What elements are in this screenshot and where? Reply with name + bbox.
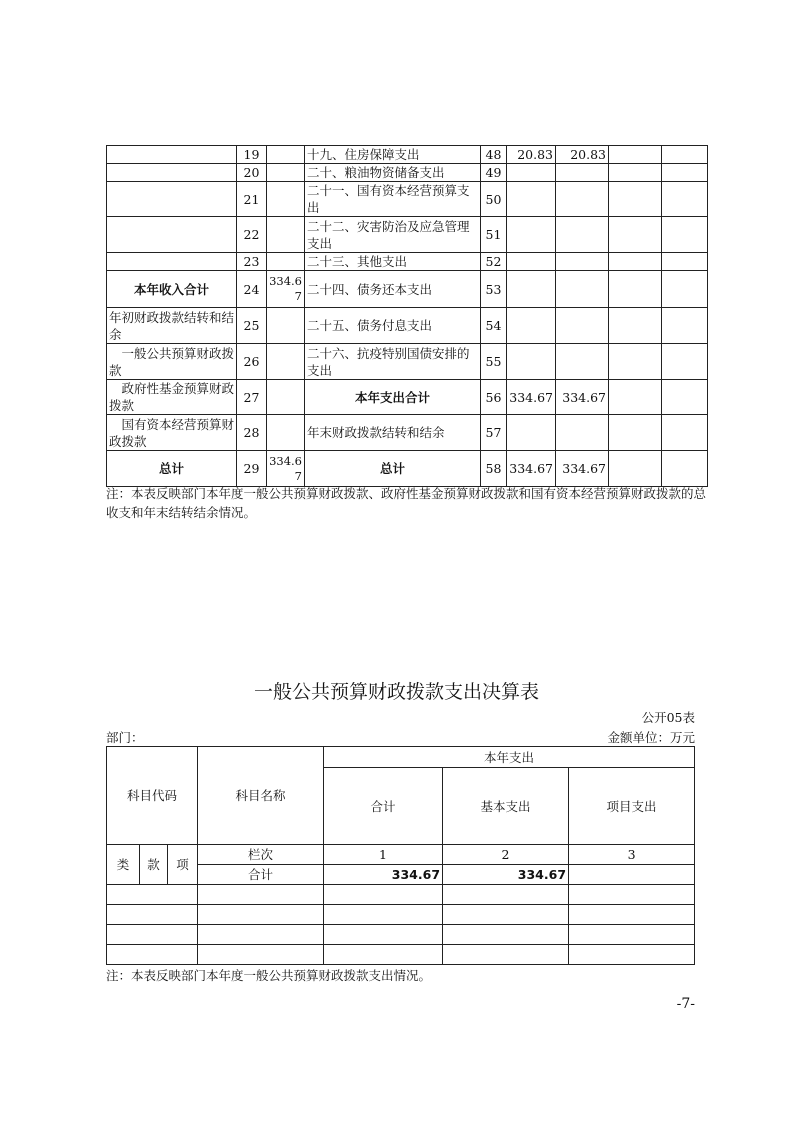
row-right-label: 二十三、其他支出 <box>305 253 481 271</box>
sum-basic: 334.67 <box>443 865 569 885</box>
row-left-label: 总计 <box>107 451 237 487</box>
page-number: -7- <box>676 996 695 1012</box>
table2-note: 注：本表反映部门本年度一般公共预算财政拨款支出情况。 <box>106 968 432 983</box>
row-value-3 <box>609 146 662 164</box>
empty-row <box>107 905 695 925</box>
row-left-number: 22 <box>237 217 267 253</box>
department-label: 部门： <box>106 730 144 745</box>
row-right-label: 二十六、抗疫特别国债安排的支出 <box>305 344 481 380</box>
row-right-number: 52 <box>481 253 507 271</box>
row-left-label: 本年收入合计 <box>107 271 237 308</box>
row-left-number: 24 <box>237 271 267 308</box>
row-left-value: 334.67 <box>267 271 305 308</box>
row-right-number: 57 <box>481 415 507 451</box>
table-row <box>107 344 708 380</box>
row-left-number: 27 <box>237 380 267 415</box>
row-value-3 <box>609 308 662 344</box>
sum-label: 合计 <box>198 865 324 885</box>
header-lei: 类 <box>107 845 140 885</box>
page-title: 一般公共预算财政拨款支出决算表 <box>253 681 539 703</box>
row-right-number: 49 <box>481 164 507 182</box>
header-year-expense: 本年支出 <box>324 747 695 768</box>
row-value-4 <box>662 451 708 487</box>
row-value-3 <box>609 253 662 271</box>
header-project: 项目支出 <box>569 768 695 845</box>
row-right-number: 53 <box>481 271 507 308</box>
column-3: 3 <box>569 845 695 865</box>
row-left-label <box>107 217 237 253</box>
row-right-label: 总计 <box>305 451 481 487</box>
table-row <box>107 271 708 308</box>
header-total: 合计 <box>324 768 443 845</box>
row-left-label: 政府性基金预算财政拨款 <box>107 380 237 415</box>
row-value-2 <box>556 415 609 451</box>
row-left-value <box>267 344 305 380</box>
row-right-label: 本年支出合计 <box>305 380 481 415</box>
row-value-4 <box>662 253 708 271</box>
row-value-1 <box>507 164 556 182</box>
expenditure-table <box>106 746 695 965</box>
row-left-number: 20 <box>237 164 267 182</box>
row-right-number: 51 <box>481 217 507 253</box>
row-right-number: 48 <box>481 146 507 164</box>
row-value-1 <box>507 415 556 451</box>
row-value-1: 20.83 <box>507 146 556 164</box>
row-left-value <box>267 415 305 451</box>
row-left-number: 21 <box>237 182 267 217</box>
row-left-label <box>107 253 237 271</box>
row-right-label: 二十五、债务付息支出 <box>305 308 481 344</box>
row-value-2 <box>556 271 609 308</box>
row-left-number: 19 <box>237 146 267 164</box>
table-code: 公开05表 <box>641 710 695 725</box>
row-left-value: 334.67 <box>267 451 305 487</box>
unit-label: 金额单位：万元 <box>607 730 695 745</box>
row-value-1: 334.67 <box>507 380 556 415</box>
row-value-1: 334.67 <box>507 451 556 487</box>
row-left-number: 23 <box>237 253 267 271</box>
row-left-value <box>267 308 305 344</box>
table-row <box>107 308 708 344</box>
row-value-4 <box>662 344 708 380</box>
row-right-label: 二十四、债务还本支出 <box>305 271 481 308</box>
income-expense-table <box>106 145 708 487</box>
row-right-label: 年末财政拨款结转和结余 <box>305 415 481 451</box>
table-row <box>107 146 708 164</box>
column-1: 1 <box>324 845 443 865</box>
row-left-label <box>107 146 237 164</box>
row-value-4 <box>662 164 708 182</box>
empty-row <box>107 945 695 965</box>
row-value-3 <box>609 217 662 253</box>
header-subject-code: 科目代码 <box>107 747 198 845</box>
row-value-4 <box>662 146 708 164</box>
table-row <box>107 164 708 182</box>
row-right-label: 二十、粮油物资储备支出 <box>305 164 481 182</box>
row-left-value <box>267 217 305 253</box>
row-value-3 <box>609 271 662 308</box>
row-right-number: 54 <box>481 308 507 344</box>
row-value-2 <box>556 344 609 380</box>
row-value-4 <box>662 380 708 415</box>
table-row <box>107 415 708 451</box>
row-value-2: 334.67 <box>556 451 609 487</box>
table1-note: 注：本表反映部门本年度一般公共预算财政拨款、政府性基金预算财政拨款和国有资本经营预算财政拨款的总收支和年末结转结余情况。 <box>106 486 707 520</box>
row-value-3 <box>609 182 662 217</box>
row-value-1 <box>507 217 556 253</box>
row-left-value <box>267 182 305 217</box>
row-value-2: 334.67 <box>556 380 609 415</box>
row-value-4 <box>662 271 708 308</box>
table-row <box>107 253 708 271</box>
row-left-number: 26 <box>237 344 267 380</box>
row-value-2 <box>556 164 609 182</box>
row-value-3 <box>609 451 662 487</box>
sum-project <box>569 865 695 885</box>
row-value-1 <box>507 344 556 380</box>
row-right-number: 56 <box>481 380 507 415</box>
row-left-label <box>107 164 237 182</box>
row-left-number: 29 <box>237 451 267 487</box>
row-right-label: 十九、住房保障支出 <box>305 146 481 164</box>
header-kuan: 款 <box>140 845 168 885</box>
empty-row <box>107 885 695 905</box>
row-left-number: 28 <box>237 415 267 451</box>
row-left-value <box>267 146 305 164</box>
column-label: 栏次 <box>198 845 324 865</box>
row-right-label: 二十一、国有资本经营预算支出 <box>305 182 481 217</box>
row-value-1 <box>507 271 556 308</box>
row-left-label <box>107 182 237 217</box>
row-value-4 <box>662 217 708 253</box>
row-left-label: 国有资本经营预算财政拨款 <box>107 415 237 451</box>
sum-total: 334.67 <box>324 865 443 885</box>
table-row <box>107 217 708 253</box>
row-value-2 <box>556 308 609 344</box>
row-left-label: 一般公共预算财政拨款 <box>107 344 237 380</box>
row-value-1 <box>507 308 556 344</box>
row-value-3 <box>609 164 662 182</box>
row-right-number: 55 <box>481 344 507 380</box>
row-left-number: 25 <box>237 308 267 344</box>
header-xiang: 项 <box>168 845 198 885</box>
empty-row <box>107 925 695 945</box>
row-value-1 <box>507 253 556 271</box>
row-left-value <box>267 380 305 415</box>
table-row <box>107 451 708 487</box>
row-value-4 <box>662 308 708 344</box>
row-value-2: 20.83 <box>556 146 609 164</box>
row-value-3 <box>609 344 662 380</box>
row-right-number: 50 <box>481 182 507 217</box>
row-value-2 <box>556 182 609 217</box>
row-right-label: 二十二、灾害防治及应急管理支出 <box>305 217 481 253</box>
column-2: 2 <box>443 845 569 865</box>
row-value-4 <box>662 182 708 217</box>
row-value-3 <box>609 415 662 451</box>
row-left-label: 年初财政拨款结转和结余 <box>107 308 237 344</box>
header-subject-name: 科目名称 <box>198 747 324 845</box>
row-value-1 <box>507 182 556 217</box>
row-right-number: 58 <box>481 451 507 487</box>
table-row <box>107 380 708 415</box>
row-value-2 <box>556 253 609 271</box>
row-value-3 <box>609 380 662 415</box>
row-value-4 <box>662 415 708 451</box>
row-left-value <box>267 253 305 271</box>
row-left-value <box>267 164 305 182</box>
table-row <box>107 182 708 217</box>
header-basic: 基本支出 <box>443 768 569 845</box>
row-value-2 <box>556 217 609 253</box>
